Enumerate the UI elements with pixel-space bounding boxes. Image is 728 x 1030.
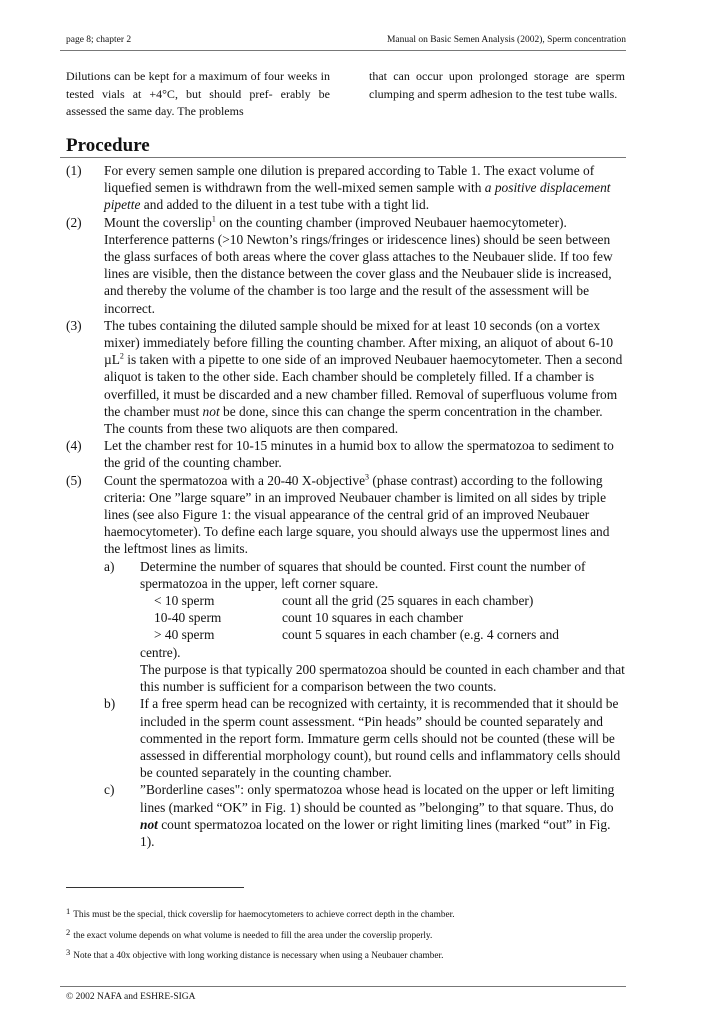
step-number: (4) [66, 438, 82, 454]
criteria-count: < 10 sperm [154, 593, 215, 609]
step-text-part: Count the spermatozoa with a 20-40 X-objective [104, 472, 366, 488]
step-text [104, 317, 626, 437]
procedure-step [66, 162, 626, 214]
footnote-mark: 2 [66, 926, 71, 937]
footnote-ref: 2 [119, 351, 124, 361]
intro-column-right: that can occur upon prolonged storage are sperm clumping and sperm adhesion to the test tube walls. [369, 69, 625, 101]
step-text [104, 162, 626, 214]
substep-text: If a free sperm head can be recognized with certainty, it is recommended that it should be included in the sperm count assessment. “Pin heads” should be counted separately and commented in the report form. Immature germ cells should not be counted (these will be assessed in differential morphology count), but round cells and inflammatory cells should be counted separately in the counting chamber. [140, 696, 621, 781]
header-page-chapter: page 8; chapter 2 [66, 35, 132, 45]
running-header [60, 33, 626, 47]
step-text-part: The tubes containing the diluted sample should be mixed for at least 10 seconds (on a vortex mixer) immediately before filling the counting chamber. After mixing, an aliquot of about 6-10 µL [104, 317, 614, 368]
procedure-list [66, 162, 626, 850]
procedure-step [66, 472, 626, 850]
substep-letter: b) [104, 696, 116, 712]
step-text: Let the chamber rest for 10-15 minutes in a humid box to allow the spermatozoa to sediment to the grid of the counting chamber. [104, 438, 614, 471]
criteria-rule: count all the grid (25 squares in each chamber) [282, 593, 534, 609]
step-text-italic: not [202, 403, 220, 419]
footnote-text: This must be the special, thick coverslip for haemocytometers to achieve correct depth in the chamber. [73, 910, 455, 920]
heading-divider [60, 157, 626, 158]
step-text-part: Mount the coverslip [104, 214, 212, 230]
procedure-step [66, 214, 626, 317]
criteria-row [140, 626, 626, 643]
criteria-rule: count 10 squares in each chamber [282, 610, 464, 626]
footnote-text: Note that a 40x objective with long working distance is necessary when using a Neubauer chamber. [73, 951, 444, 962]
footnotes [66, 903, 626, 965]
step-text-italic: a positive displacement pipette [104, 180, 611, 213]
step-number: (5) [66, 472, 82, 488]
section-heading: Procedure [66, 135, 150, 156]
substep-text-part: ”Borderline cases": only spermatozoa whose head is located on the upper or left limiting lines (marked “OK” in Fig. 1) should be counted as ”belonging” to that square. Thus, do [140, 782, 615, 815]
step-text [104, 472, 626, 850]
substep-letter: c) [104, 782, 115, 798]
step-text-part: (phase contrast) according to the following criteria: One ”large square” in an improved Neubauer chamber is limited on all sides by triple lines (see also Figure 1: the visual appearance of the central grid of an improved Neubauer haemocytometer). To define each large square, you should always use the uppermost lines and the leftmost lines as limits. [104, 472, 610, 557]
footnote [66, 903, 626, 924]
procedure-step [66, 437, 626, 471]
footnote-ref: 3 [365, 472, 370, 482]
criteria-count: > 40 sperm [154, 627, 215, 643]
substep-letter: a) [104, 558, 115, 574]
footnote-mark: 3 [66, 947, 71, 958]
substep-a [104, 558, 626, 696]
criteria-rule: count 5 squares in each chamber (e.g. 4 corners and [282, 627, 559, 643]
step-text-part: and added to the diluent in a test tube with a tight lid. [140, 197, 430, 213]
intro-column-left: Dilutions can be kept for a maximum of four weeks in tested vials at +4°C, but should pref- erably be assessed the same day. The problems [66, 69, 330, 118]
step-text-intro [104, 472, 626, 558]
criteria-row [140, 609, 626, 626]
header-manual-title: Manual on Basic Semen Analysis (2002), Sperm concentration [386, 35, 626, 45]
step-number: (3) [66, 317, 82, 333]
substep-text [140, 558, 626, 696]
step-text-part: be done, since this can change the sperm concentration in the chamber. The counts from these two aliquots are then compared. [104, 403, 603, 437]
substep-purpose: The purpose is that typically 200 spermatozoa should be counted in each chamber and that this number is sufficient for a comparison between the two counts. [140, 661, 625, 695]
footnote [66, 924, 626, 945]
copyright-notice: © 2002 NAFA and ESHRE-SIGA [66, 992, 196, 1002]
substep-text [140, 781, 626, 850]
substep-instruction: Determine the number of squares that should be counted. First count the number of spermatozoa in the upper, left corner square. [140, 558, 586, 591]
header-divider [60, 50, 626, 51]
substep-b [104, 695, 626, 781]
step-text-part: For every semen sample one dilution is prepared according to Table 1. The exact volume of liquefied semen is withdrawn from the well-mixed semen sample with [104, 163, 595, 196]
footer-divider [60, 986, 626, 987]
footnote-ref: 1 [211, 214, 216, 224]
step-text-part: on the counting chamber (improved Neubauer haemocytometer). Interference patterns (>10 Newton’s rings/fringes or iridescence lines) should be seen between the glass surfaces of both areas where the cover glass attaches to the Neubauer slide. If too few lines are visible, then the distance between the cover glass and the Neubauer slide is increased, and thereby the volume of the chamber is too large and the result of the assessment will be incorrect. [104, 214, 613, 316]
step-number: (1) [66, 163, 82, 178]
procedure-step [66, 317, 626, 437]
step-text-part: is taken with a pipette to one side of an improved Neubauer haemocytometer. Then a second aliquot is taken to the other side. Each chamber should be completely filled. If a chamber is overfilled, it must be discarded and a new chamber filled. Removal of superfluous volume from the chamber must [104, 352, 623, 419]
footnote-divider [66, 887, 244, 888]
criteria-count: 10-40 sperm [154, 610, 222, 626]
substep-text-part: count spermatozoa located on the lower or right limiting lines (marked “out” in Fig. 1). [140, 816, 611, 849]
substep-c [104, 781, 626, 850]
footnote-text: the exact volume depends on what volume is needed to fill the area under the coverslip properly. [73, 930, 433, 941]
step-number: (2) [66, 214, 82, 230]
step-text [104, 214, 626, 317]
substep-text-bold: not [140, 816, 158, 832]
footnote-mark: 1 [66, 906, 71, 916]
criteria-row [140, 592, 626, 609]
footnote [66, 944, 626, 965]
criteria-continuation: centre). [140, 644, 181, 660]
